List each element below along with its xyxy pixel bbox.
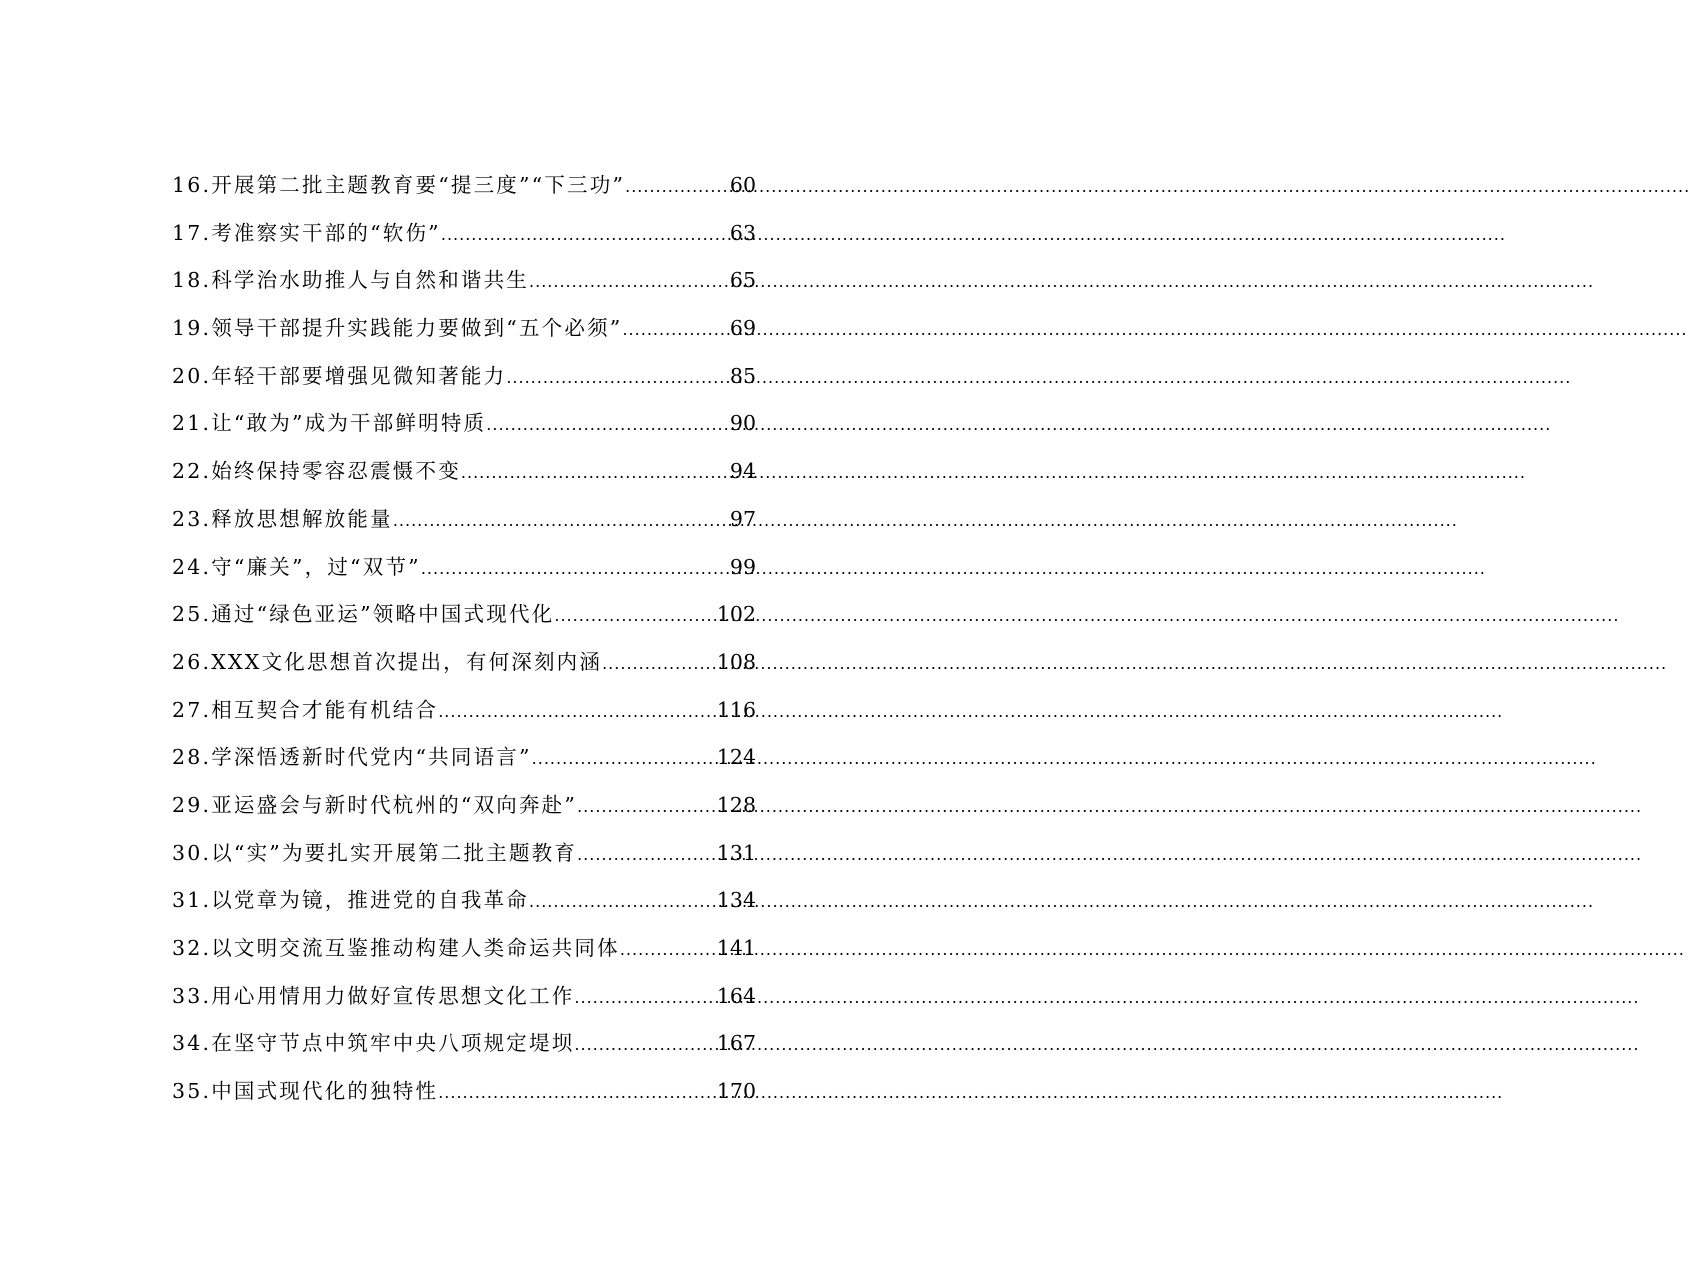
toc-entry-page: 63 — [729, 220, 756, 245]
toc-entry-page: 97 — [729, 506, 756, 531]
toc-entry-title: 27.相互契合才能有机结合 — [172, 697, 439, 722]
toc-dot-leader — [529, 258, 730, 306]
toc-entry[interactable] — [172, 591, 756, 639]
toc-entry-page: 85 — [729, 363, 756, 388]
toc-entry[interactable] — [172, 400, 756, 448]
toc-dot-leader — [574, 974, 716, 1022]
toc-entry-page: 90 — [729, 411, 756, 436]
toc-entry-page: 164 — [716, 983, 756, 1008]
toc-entry-page: 102 — [716, 602, 756, 627]
toc-dot-leader — [486, 401, 730, 449]
toc-entry[interactable] — [172, 830, 756, 878]
toc-entry[interactable] — [172, 448, 756, 496]
toc-entry[interactable] — [172, 687, 756, 735]
toc-entry-page: 128 — [716, 792, 756, 817]
toc-entry-page: 65 — [729, 268, 756, 293]
toc-entry-page: 124 — [716, 745, 756, 770]
toc-entry-title: 31.以党章为镜，推进党的自我革命 — [172, 888, 530, 913]
toc-entry-page: 116 — [716, 697, 756, 722]
toc-entry-title: 29.亚运盛会与新时代杭州的“双向奔赴” — [172, 792, 578, 817]
toc-entry[interactable] — [172, 925, 756, 973]
toc-entry[interactable] — [172, 210, 756, 258]
toc-dot-leader — [620, 926, 717, 974]
toc-entry[interactable] — [172, 257, 756, 305]
toc-entry-title: 26.XXX文化思想首次提出，有何深刻内涵 — [172, 649, 603, 674]
toc-entry-title: 16.开展第二批主题教育要“提三度”“下三功” — [172, 173, 626, 197]
toc-entry-page: 131 — [716, 840, 756, 865]
toc-entry-page: 99 — [729, 554, 756, 579]
toc-entry-title: 25.通过“绿色亚运”领略中国式现代化 — [172, 602, 555, 627]
toc-entry[interactable] — [172, 1020, 756, 1068]
toc-entry-title: 17.考准察实干部的“软伤” — [172, 220, 441, 245]
toc-entry-page: 167 — [716, 1031, 756, 1056]
toc-dot-leader — [622, 306, 729, 354]
toc-entry-title: 18.科学治水助推人与自然和谐共生 — [172, 268, 530, 293]
toc-entry-title: 33.用心用情用力做好宣传思想文化工作 — [172, 983, 575, 1008]
toc-entry[interactable] — [172, 162, 756, 210]
toc-entry-title: 23.释放思想解放能量 — [172, 506, 393, 531]
toc-dot-leader — [625, 163, 730, 211]
toc-entry-title: 30.以“实”为要扎实开展第二批主题教育 — [172, 840, 578, 865]
toc-dot-leader — [577, 783, 717, 831]
toc-dot-leader — [441, 211, 730, 259]
toc-entry-title: 24.守“廉关”，过“双节” — [172, 554, 421, 579]
toc-entry-page: 60 — [729, 173, 756, 197]
toc-dot-leader — [554, 592, 716, 640]
toc-entry-title: 21.让“敢为”成为干部鲜明特质 — [172, 411, 487, 436]
toc-entry-title: 28.学深悟透新时代党内“共同语言” — [172, 745, 532, 770]
table-of-contents — [172, 162, 756, 1116]
toc-entry[interactable] — [172, 973, 756, 1021]
toc-entry-page: 94 — [729, 459, 756, 484]
toc-entry[interactable] — [172, 496, 756, 544]
toc-entry-title: 19.领导干部提升实践能力要做到“五个必须” — [172, 316, 623, 341]
toc-dot-leader — [438, 1069, 717, 1117]
toc-entry[interactable] — [172, 544, 756, 592]
toc-entry[interactable] — [172, 734, 756, 782]
toc-entry[interactable] — [172, 305, 756, 353]
toc-dot-leader — [461, 449, 730, 497]
toc-entry-title: 35.中国式现代化的独特性 — [172, 1079, 439, 1104]
toc-dot-leader — [532, 735, 717, 783]
toc-entry-page: 134 — [716, 888, 756, 913]
toc-dot-leader — [602, 640, 717, 688]
toc-dot-leader — [393, 497, 730, 545]
toc-entry-title: 22.始终保持零容忍震慑不变 — [172, 459, 461, 484]
toc-entry[interactable] — [172, 877, 756, 925]
toc-entry[interactable] — [172, 353, 756, 401]
toc-entry-page: 170 — [716, 1079, 756, 1104]
toc-dot-leader — [574, 1021, 716, 1069]
toc-entry-page: 141 — [716, 936, 756, 960]
toc-entry[interactable] — [172, 1068, 756, 1116]
toc-dot-leader — [529, 878, 717, 926]
toc-entry[interactable] — [172, 639, 756, 687]
toc-entry-title: 34.在坚守节点中筑牢中央八项规定堤坝 — [172, 1031, 575, 1056]
toc-entry-page: 69 — [729, 316, 756, 341]
toc-entry-title: 20.年轻干部要增强见微知著能力 — [172, 363, 507, 388]
toc-dot-leader — [577, 831, 717, 879]
toc-dot-leader — [438, 688, 717, 736]
toc-entry-page: 108 — [716, 649, 756, 674]
toc-dot-leader — [421, 545, 730, 593]
toc-dot-leader — [506, 354, 730, 402]
toc-entry[interactable] — [172, 782, 756, 830]
toc-entry-title: 32.以文明交流互鉴推动构建人类命运共同体 — [172, 936, 620, 960]
